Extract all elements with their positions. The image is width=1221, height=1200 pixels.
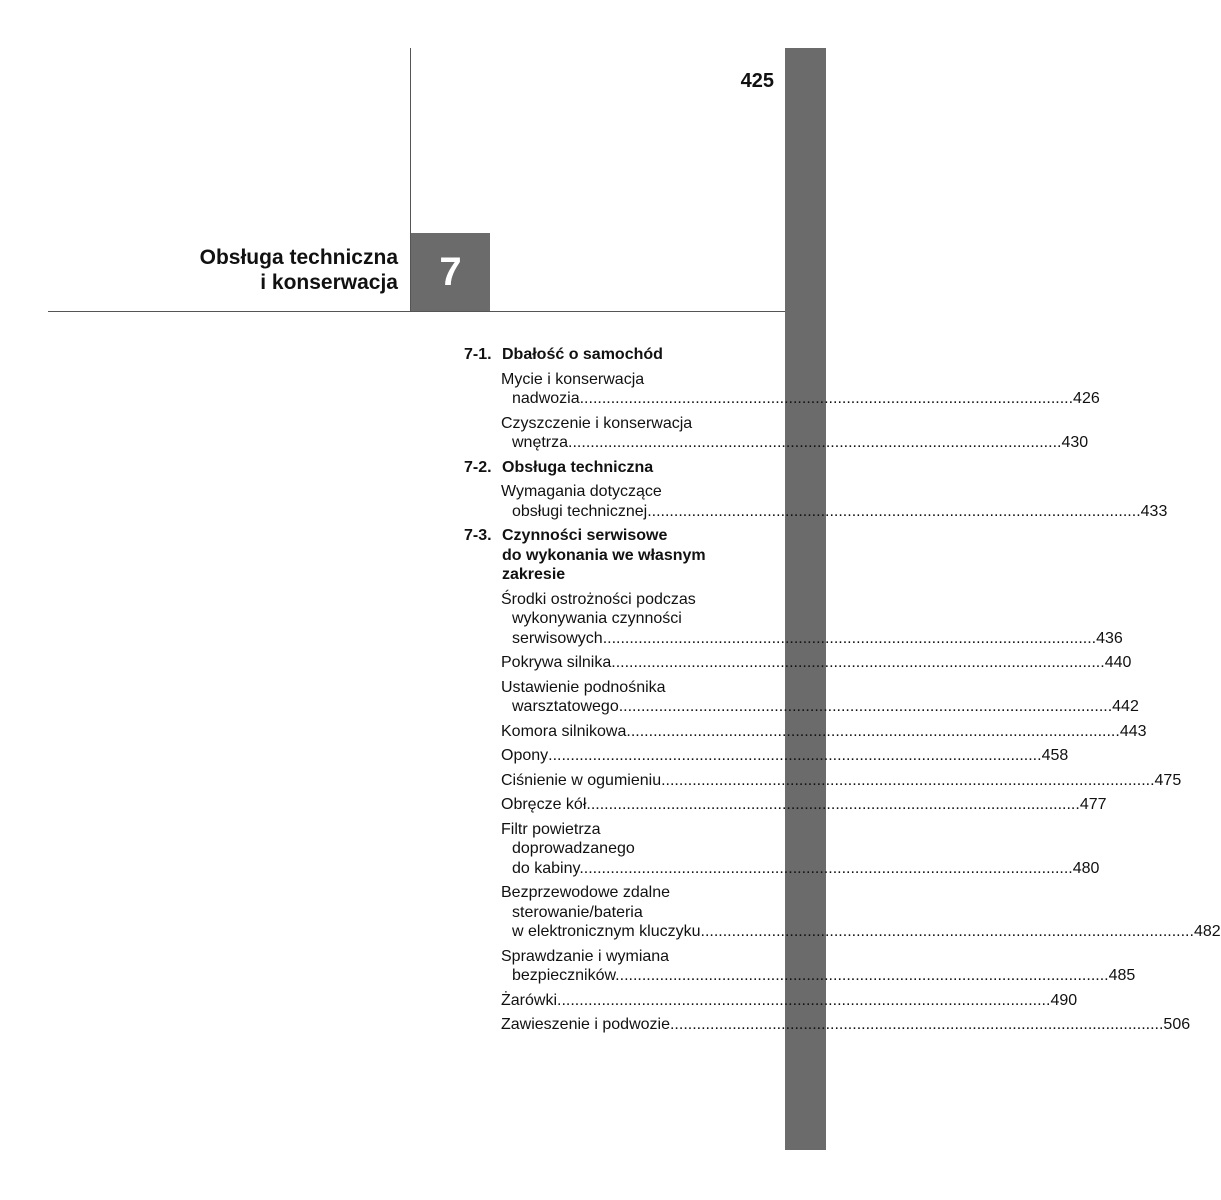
toc-entry-page: 426: [1073, 390, 1100, 407]
toc-entry-page: 490: [1050, 991, 1078, 1009]
toc-entry-text: wykonywania czynności: [512, 610, 682, 627]
toc-section-number: 7-3.: [464, 527, 492, 544]
toc-entry-page: 436: [1096, 629, 1123, 647]
toc-entry-text: Filtr powietrza: [501, 820, 601, 838]
page-number: 425: [740, 70, 774, 92]
toc-entry-row: [501, 991, 1078, 1011]
toc-entry-row: [501, 722, 1147, 742]
toc-entry-text: Mycie i konserwacja: [501, 370, 645, 388]
toc-entry-row: [501, 771, 1182, 791]
dot-leader: [615, 967, 1108, 984]
dot-leader: [580, 390, 1073, 407]
toc-entry-page: 477: [1079, 796, 1107, 813]
toc-section-number: 7-1.: [464, 346, 492, 363]
toc-entry[interactable]: [501, 482, 1168, 521]
toc-entry-text: Zawieszenie i podwozie: [501, 1016, 670, 1033]
chapter-side-tab: [785, 48, 826, 1150]
chapter-number-box: 7: [411, 233, 490, 311]
toc-entry-page: 485: [1108, 967, 1136, 984]
toc-entry[interactable]: [501, 883, 1221, 942]
dot-leader: [670, 1015, 1163, 1035]
table-of-contents: [464, 345, 1221, 1040]
toc-entry[interactable]: [501, 991, 1078, 1011]
toc-entry[interactable]: [501, 722, 1147, 742]
toc-entry[interactable]: [501, 414, 1089, 453]
toc-entry-page: 482: [1193, 923, 1221, 940]
toc-entry-text: Opony: [501, 747, 549, 764]
toc-section-heading[interactable]: [464, 345, 753, 365]
dot-leader: [701, 923, 1194, 940]
dot-leader: [611, 653, 1104, 673]
toc-entry-text: Obręcze kół: [501, 796, 587, 813]
toc-entry-row: [501, 389, 1100, 409]
toc-entry-row: [501, 653, 1132, 673]
toc-entry-text: wnętrza: [512, 434, 569, 451]
toc-entry-page: 480: [1072, 859, 1100, 877]
toc-entry-text: Pokrywa silnika: [501, 654, 612, 671]
toc-entry-row: [501, 1015, 1191, 1035]
toc-section-number: 7-2.: [464, 458, 492, 476]
toc-entry-text: Żarówki: [501, 991, 558, 1009]
horizontal-rule: [48, 311, 785, 312]
toc-entry[interactable]: [501, 771, 1182, 791]
toc-entry-text: Bezprzewodowe zdalne: [501, 884, 670, 901]
dot-leader: [619, 698, 1112, 715]
toc-section: [464, 526, 1221, 1035]
toc-entry-text: serwisowych: [512, 629, 603, 647]
toc-entry-text: Czyszczenie i konserwacja: [501, 414, 693, 432]
toc-section-title: Obsługa techniczna: [502, 458, 654, 476]
toc-entry-text: Środki ostrożności podczas: [501, 590, 696, 608]
toc-entry[interactable]: [501, 590, 1123, 649]
dot-leader: [548, 746, 1041, 766]
toc-entry[interactable]: [501, 795, 1107, 815]
toc-entry-text: bezpieczników: [512, 967, 616, 984]
toc-entry-row: [501, 966, 1136, 986]
dot-leader: [579, 860, 1072, 877]
toc-entry-page: 443: [1119, 722, 1147, 740]
toc-entry-row: [501, 859, 1100, 879]
toc-entry-text: Sprawdzanie i wymiana: [501, 947, 670, 965]
toc-entry-text: nadwozia: [512, 390, 580, 407]
toc-section-heading[interactable]: [464, 526, 753, 585]
toc-entry-page: 442: [1112, 698, 1139, 715]
toc-entry[interactable]: [501, 678, 1139, 717]
toc-entry-text: Ustawienie podnośnika: [501, 678, 666, 696]
toc-entry-row: [501, 746, 1069, 766]
toc-entry-page: 433: [1140, 502, 1168, 520]
chapter-title-line-1: Obsługa techniczna: [199, 246, 398, 269]
dot-leader: [647, 503, 1140, 520]
toc-entry-text: do kabiny: [512, 859, 580, 877]
dot-leader: [626, 722, 1119, 742]
chapter-title: [200, 245, 398, 295]
toc-entry-text: Ciśnienie w ogumieniu: [501, 771, 662, 789]
toc-section-title: Dbałość o samochód: [502, 346, 663, 363]
toc-section: [464, 458, 1168, 522]
dot-leader: [661, 771, 1154, 791]
toc-entry-page: 458: [1041, 747, 1069, 764]
toc-entry-page: 440: [1104, 654, 1132, 671]
toc-entry-text: w elektronicznym kluczyku: [512, 923, 701, 940]
toc-section: [464, 345, 1100, 453]
toc-entry[interactable]: [501, 820, 1100, 879]
toc-entry-row: [501, 795, 1107, 815]
toc-entry-text: sterowanie/bateria: [512, 903, 643, 921]
toc-entry-row: [501, 629, 1123, 649]
toc-entry-page: 430: [1061, 434, 1089, 451]
toc-entry-row: [501, 433, 1089, 453]
chapter-title-line-2: i konserwacja: [260, 271, 398, 294]
toc-entry-text: doprowadzanego: [512, 840, 635, 857]
dot-leader: [568, 434, 1061, 451]
toc-entry-row: [501, 502, 1168, 522]
toc-entry-text: Wymagania dotyczące: [501, 483, 662, 500]
toc-entry[interactable]: [501, 947, 1136, 986]
dot-leader: [603, 630, 1096, 647]
toc-entry-text: obsługi technicznej: [512, 502, 648, 520]
dot-leader: [586, 795, 1079, 815]
toc-entry-text: warsztatowego: [512, 698, 619, 715]
toc-entry[interactable]: [501, 746, 1069, 766]
toc-section-title: Czynności serwisowe do wykonania we własnym zakresie: [502, 527, 706, 583]
toc-entry-text: Komora silnikowa: [501, 722, 627, 740]
toc-entry-page: 475: [1154, 771, 1182, 789]
toc-entry-page: 506: [1163, 1016, 1191, 1033]
toc-entry-row: [501, 697, 1139, 717]
toc-entry[interactable]: [501, 1015, 1191, 1035]
toc-entry[interactable]: [501, 370, 1100, 409]
dot-leader: [557, 991, 1050, 1011]
toc-section-heading[interactable]: [464, 458, 753, 478]
toc-entry-row: [501, 922, 1221, 942]
toc-entry[interactable]: [501, 653, 1132, 673]
